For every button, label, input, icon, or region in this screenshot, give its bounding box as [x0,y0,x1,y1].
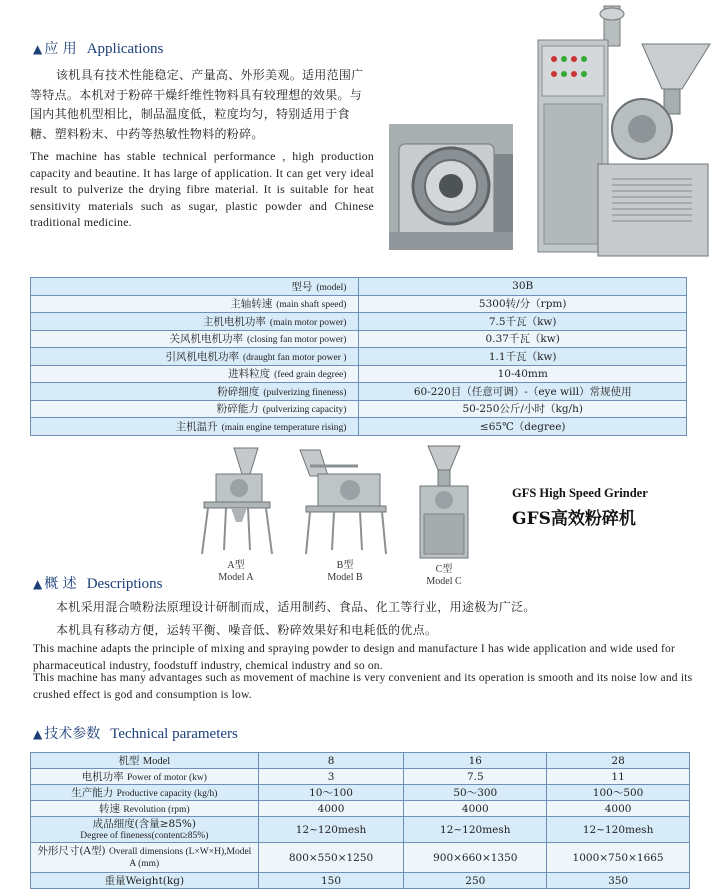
spec-label [31,365,359,383]
spec-value: 50-250公斤/小时（kg/h) [359,400,687,418]
spec-row [31,383,687,401]
spec-label [31,418,359,436]
spec-label-en: (main motor power) [269,317,347,328]
technical-cell: 350 [547,873,690,889]
spec-row [31,295,687,313]
spec-value: 1.1千瓦（kw) [359,348,687,366]
spec-label [31,400,359,418]
grinder-closeup-illustration [389,124,513,250]
technical-heading-en: Technical parameters [110,726,238,742]
spec-label-en: (pulverizing capacity) [262,405,347,416]
grinder-closeup-photo [389,124,513,250]
spec-row [31,418,687,436]
technical-row [31,873,690,889]
spec-label-cn: 粉碎能力 [216,403,259,416]
technical-row-en: Power of motor (kw) [127,773,207,783]
spec-label-en: (draught fan motor power ) [243,352,347,363]
technical-row-label: 重量Weight(kg) [31,873,259,889]
model-b-en: Model B [327,572,363,583]
model-b-label [315,560,375,584]
spec-value: 30B [359,278,687,296]
technical-cell: 4000 [547,801,690,817]
technical-cell: 100～500 [547,785,690,801]
spec-table [30,277,687,436]
spec-label-cn: 关风机电机功率 [169,333,243,346]
spec-row [31,348,687,366]
model-a-illustration [196,446,276,558]
model-c-en: Model C [426,576,462,587]
spec-label-cn: 引风机电机功率 [165,350,239,363]
technical-cell: 50～300 [404,785,547,801]
technical-row-en: Overall dimensions (L×W×H),Model A (mm) [108,846,252,869]
model-a-image [196,446,276,558]
spec-label-cn: 主轴转速 [230,298,273,311]
descriptions-cn-line1: 本机采用混合喷粉法原理设计研制而成，适用制药、食品、化工等行业，用途极为广泛。 [56,600,536,614]
spec-value: 7.5千瓦（kw) [359,313,687,331]
technical-header-cn: 机型 [118,755,140,767]
spec-label-en: (main engine temperature rising) [221,422,347,433]
technical-cell: 1000×750×1665 [547,843,690,873]
spec-label-en: (main shaft speed) [276,300,347,311]
technical-cell: 11 [547,769,690,785]
technical-header-col: 8 [258,753,404,769]
spec-value: ≤65℃（degree) [359,418,687,436]
triangle-bullet-icon: ▲ [33,577,43,591]
spec-label [31,313,359,331]
spec-label-cn: 粉碎细度 [217,385,260,398]
spec-row [31,400,687,418]
grinder-main-photo [532,4,716,264]
technical-row-en: Degree of fineness(content≥85%) [80,830,209,841]
technical-cell: 800×550×1250 [258,843,404,873]
technical-header-col: 16 [404,753,547,769]
spec-label [31,383,359,401]
model-a-en: Model A [218,572,254,583]
spec-label-cn: 进料粒度 [228,368,271,381]
technical-header-label [31,753,259,769]
technical-row [31,843,690,873]
spec-label-cn: 主机温升 [175,420,218,433]
technical-cell: 150 [258,873,404,889]
applications-en-text: The machine has stable technical performance , high production capacity and beautine. It has large of application. It can get very ideal result to pulverize the drying fibre material. It is suitable for heat sensitivity materials such as sugar, plastic powder and Chinese traditional medicine. [30,149,374,230]
spec-value: 5300转/分（rpm) [359,295,687,313]
spec-label-cn: 主机电机功率 [202,315,266,328]
spec-row [31,313,687,331]
technical-cell: 12~120mesh [547,817,690,843]
product-title-cn: GFS高效粉碎机 [512,509,636,529]
technical-header-en: Model [142,756,171,767]
spec-row [31,278,687,296]
spec-row [31,330,687,348]
model-b-illustration [298,446,390,558]
model-a-label [206,560,266,584]
descriptions-en-text1: This machine adapts the principle of mixing and spraying powder to design and manufacture I has wide application and wide used for pharmaceutical industry, foodstuff industry, chemical industry and so on. [33,643,676,672]
descriptions-heading-en: Descriptions [86,576,163,592]
spec-value: 10-40mm [359,365,687,383]
technical-table [30,752,690,889]
triangle-bullet-icon: ▲ [33,42,43,56]
applications-heading [33,38,163,58]
descriptions-heading [33,573,163,593]
model-c-label [414,564,474,588]
spec-label-en: (model) [316,282,347,293]
spec-label [31,348,359,366]
technical-cell: 250 [404,873,547,889]
technical-row-en: Revolution (rpm) [123,805,190,815]
spec-label [31,278,359,296]
applications-cn-text: 该机具有技术性能稳定、产量高、外形美观。适用范围广等特点。本机对于粉碎干燥纤维性物料具有较理想的效果。与国内其他机型相比，制品温度低，粒度均匀，特别适用于食糖、塑料粉末、中药等热敏性物料的粉碎。 [30,68,364,141]
technical-row-cn: 转速 [99,803,121,815]
technical-row-label [31,801,259,817]
technical-row-cn: 生产能力 [71,787,114,799]
product-title-en: GFS High Speed Grinder [512,486,648,500]
technical-cell: 12~120mesh [258,817,404,843]
technical-row-cn: 成品细度(含量≥85%) [92,817,196,830]
technical-cell: 12~120mesh [404,817,547,843]
spec-value: 60-220目（任意可调）-（eye will）常规使用 [359,383,687,401]
spec-label [31,295,359,313]
technical-row-label [31,785,259,801]
applications-heading-cn: 应 用 [44,41,77,57]
technical-cell: 7.5 [404,769,547,785]
model-a-cn: A型 [227,560,245,571]
technical-row-en: Productive capacity (kg/h) [116,789,218,799]
technical-cell: 10～100 [258,785,404,801]
spec-value: 0.37千瓦（kw) [359,330,687,348]
technical-cell: 4000 [258,801,404,817]
technical-cell: 4000 [404,801,547,817]
technical-heading-cn: 技术参数 [44,726,101,742]
technical-cell: 900×660×1350 [404,843,547,873]
model-b-cn: B型 [336,560,354,571]
technical-row-label [31,817,259,843]
technical-row-cn: 电机功率 [81,771,124,783]
model-c-image [414,444,474,560]
technical-row [31,801,690,817]
spec-row [31,365,687,383]
spec-label-en: (closing fan motor power) [246,335,347,346]
grinder-main-illustration [532,4,716,264]
descriptions-cn-line2: 本机具有移动方便，运转平衡、噪音低、粉碎效果好和电耗低的优点。 [56,623,438,637]
descriptions-en-text2: This machine has many advantages such as movement of machine is very convenient and its operation is smooth and its noise low and its crushed effect is god and consumption is low. [33,672,693,701]
technical-row [31,769,690,785]
technical-header-row [31,753,690,769]
applications-heading-en: Applications [86,41,164,57]
model-b-image [298,446,390,558]
descriptions-heading-cn: 概 述 [44,576,77,592]
spec-label-en: (pulverizing fineness) [263,387,347,398]
technical-header-col: 28 [547,753,690,769]
spec-label-en: (feed grain degree) [274,370,347,381]
technical-row-label [31,843,259,873]
model-c-illustration [414,444,474,560]
model-c-cn: C型 [435,564,453,575]
technical-row [31,817,690,843]
technical-heading [33,723,238,743]
spec-label [31,330,359,348]
technical-row-label [31,769,259,785]
triangle-bullet-icon: ▲ [33,727,43,741]
technical-row-cn: 外形尺寸(A型) [37,844,106,857]
spec-label-cn: 型号 [291,280,313,293]
technical-row [31,785,690,801]
technical-cell: 3 [258,769,404,785]
